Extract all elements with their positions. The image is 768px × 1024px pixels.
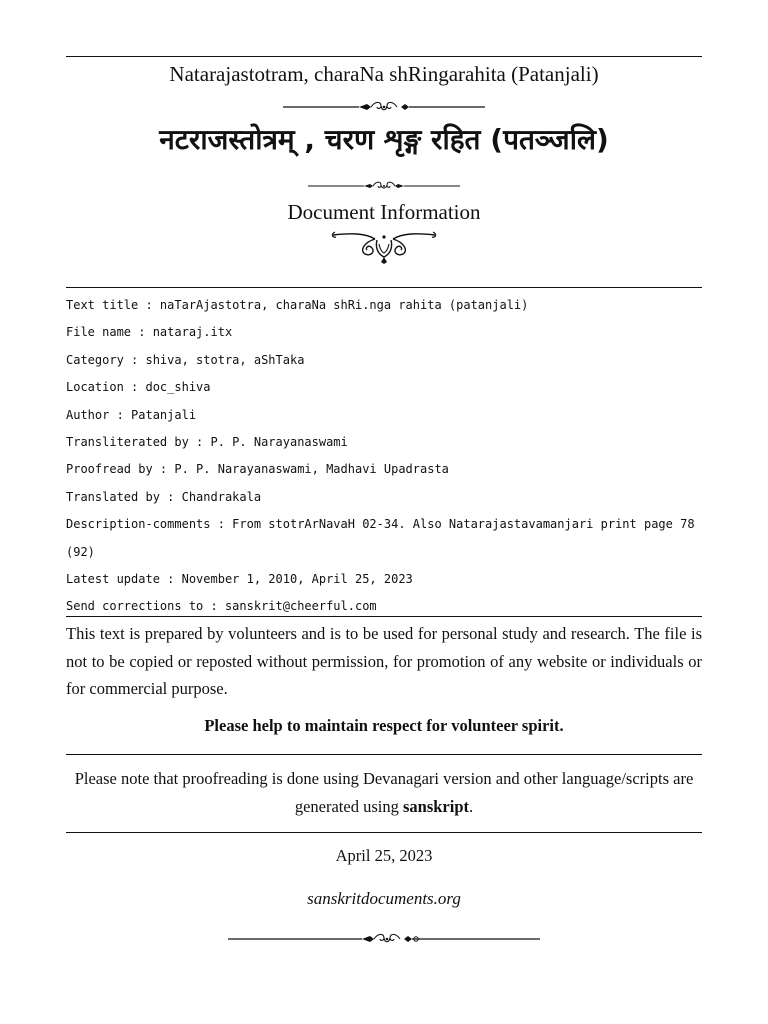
metadata-translated-by: Translated by : Chandrakala <box>66 489 262 504</box>
metadata-text-title: Text title : naTarAjastotra, charaNa shRi.nga rahita (patanjali) <box>66 298 529 312</box>
swirl-divider-icon <box>228 932 540 946</box>
document-info-heading: Document Information <box>287 200 481 224</box>
metadata-category: Category : shiva, stotra, aShTaka <box>66 352 305 367</box>
metadata-description-continued: (92) <box>66 544 95 559</box>
metadata-proofread-by: Proofread by : P. P. Narayanaswami, Madhavi Upadrasta <box>66 462 449 477</box>
proofreading-note <box>66 765 702 820</box>
metadata-author: Author : Patanjali <box>66 407 197 422</box>
metadata-description: Description-comments : From stotrArNavaH 02-34. Also Natarajastavamanjari print page 78 <box>66 517 695 532</box>
swirl-divider-icon <box>283 100 485 114</box>
metadata-block <box>66 292 702 621</box>
volunteer-notice: This text is prepared by volunteers and is to be used for personal study and research. The file is not to be copied or reposted without permission, for promotion of any website or individuals or for commercial purpose. <box>66 624 702 698</box>
title-english: Natarajastotram, charaNa shRingarahita (Patanjali) <box>169 62 599 86</box>
proofreading-rule <box>66 832 702 833</box>
top-rule <box>66 56 702 57</box>
title-devanagari: नटराजस्तोत्रम् , चरण शृङ्ग रहित (पतञ्जलि) <box>159 123 609 156</box>
metadata-file-name: File name : nataraj.itx <box>66 325 233 340</box>
respect-notice: Please help to maintain respect for volunteer spirit. <box>204 716 564 735</box>
sanscript-name: sanskript <box>402 796 470 816</box>
metadata-bottom-rule <box>66 616 702 617</box>
metadata-send-corrections: Send corrections to : sanskrit@cheerful.com <box>66 599 377 614</box>
metadata-transliterated-by: Transliterated by : P. P. Narayanaswami <box>66 434 348 449</box>
proofreading-period: . <box>469 796 474 816</box>
document-date: April 25, 2023 <box>335 846 433 865</box>
metadata-latest-update: Latest update : November 1, 2010, April 25, 2023 <box>66 571 413 586</box>
metadata-top-rule <box>66 287 702 288</box>
fleuron-ornament-icon <box>331 226 437 266</box>
proofreading-text: Please note that proofreading is done using Devanagari version and other language/scripts are generated using <box>74 769 694 816</box>
site-name: sanskritdocuments.org <box>307 889 461 908</box>
metadata-location: Location : doc_shiva <box>66 380 211 395</box>
notice-rule <box>66 754 702 755</box>
document-page <box>66 0 702 1024</box>
swirl-divider-icon <box>308 180 460 192</box>
